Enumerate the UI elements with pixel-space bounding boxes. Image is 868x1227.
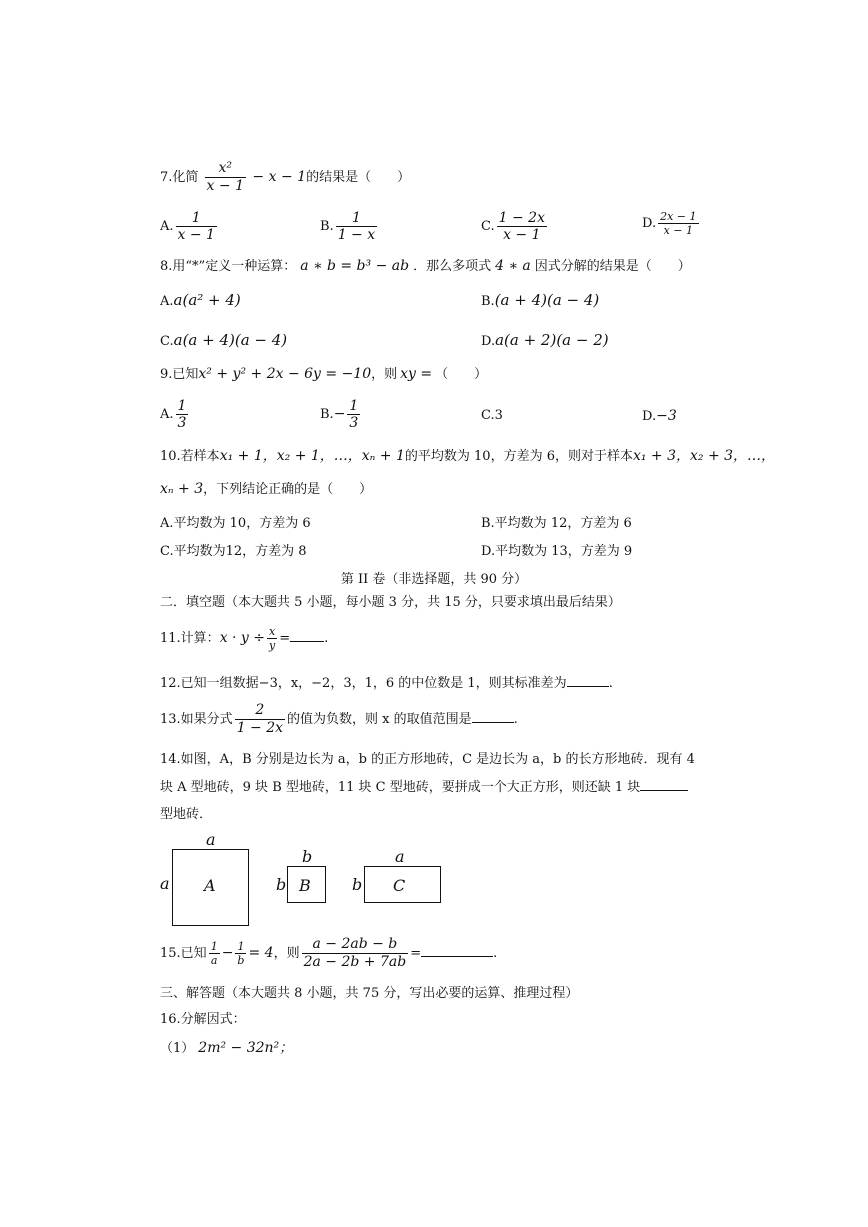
q10-option-d: D.平均数为 13，方差为 9 — [481, 544, 633, 559]
q8-option-a: A.a(a² + 4) — [160, 291, 241, 309]
question-9: 9.已知x² + y² + 2x − 6y = −10，则 xy = （ ） — [160, 366, 488, 382]
q9-option-b: B.− $\frac{1}{3}$ — [320, 398, 359, 431]
tile-a-top-label: a — [206, 830, 216, 849]
question-12: 12.已知一组数据−3，x，−2，3，1，6 的中位数是 1，则其标准差为 . — [160, 676, 613, 691]
q7-option-d: D. $\frac{2x - 1}{x - 1}$ — [642, 210, 697, 237]
q10-option-a: A.平均数为 10，方差为 6 — [160, 516, 311, 531]
tile-a-side-label: a — [160, 874, 170, 893]
q7-suffix: 的结果是（ ） — [306, 169, 411, 185]
question-16-title: 16.分解因式： — [160, 1012, 246, 1027]
question-14-line-3: 型地砖． — [160, 807, 213, 822]
q15-answer-blank — [421, 956, 493, 957]
q7-fraction: $\frac{\text{x²}}{x - 1}$ — [206, 160, 244, 194]
question-8: 8.用“*”定义一种运算： a ∗ b = b³ − ab ．那么多项式 4 ∗ a 因式分解的结果是（ ） — [160, 258, 691, 274]
q10-option-c: C.平均数为12，方差为 8 — [160, 544, 307, 559]
q12-answer-blank — [567, 686, 609, 687]
question-15: 15.已知 $\frac{1}{a}$ − $\frac{1}{b}$ = 4，则 $\frac{a - 2ab - b}{2a - 2b + 7ab}$ = . — [160, 936, 498, 970]
q8-option-c: C.a(a + 4)(a − 4) — [160, 331, 288, 349]
question-14-line-2: 块 A 型地砖，9 块 B 型地砖，11 块 C 型地砖，要拼成一个大正方形，则还缺 1 块 — [160, 780, 688, 796]
question-11: 11.计算：x · y ÷ $\frac{x}{y}$ = . — [160, 625, 329, 653]
q9-option-d: D.−3 — [642, 408, 677, 424]
q7-option-b: B. $\frac{1}{1 - x}$ — [320, 210, 376, 243]
question-16-part-1: （1） 2m² − 32n²； — [160, 1040, 294, 1056]
q10-option-b: B.平均数为 12，方差为 6 — [481, 516, 632, 531]
part-2-heading: 二．填空题（本大题共 5 小题，每小题 3 分，共 15 分，只要求填出最后结果） — [160, 595, 621, 610]
q14-answer-blank — [640, 790, 688, 791]
tile-c-side-label: b — [352, 875, 363, 894]
q9-option-a: A. $\frac{1}{3}$ — [160, 398, 187, 431]
q8-option-d: D.a(a + 2)(a − 2) — [481, 331, 609, 349]
tile-b-label: B — [299, 876, 311, 895]
tile-a-label: A — [204, 876, 216, 895]
question-13: 13.如果分式 $\frac{2}{1 - 2x}$ 的值为负数，则 x 的取值范围是 . — [160, 702, 518, 736]
section-2-title: 第 II 卷（非选择题，共 90 分） — [340, 572, 528, 587]
q7-option-a: A. $\frac{1}{x - 1}$ — [160, 210, 215, 243]
question-14-line-1: 14.如图，A，B 分别是边长为 a，b 的正方形地砖，C 是边长为 a，b 的长方形地砖．现有 4 — [160, 752, 695, 767]
question-7 — [160, 160, 410, 195]
part-3-heading: 三、解答题（本大题共 8 小题，共 75 分，写出必要的运算、推理过程） — [160, 986, 579, 1001]
q11-answer-blank — [290, 641, 324, 642]
q7-prefix: 7.化简 — [160, 169, 199, 185]
tile-c-label: C — [393, 876, 406, 895]
q7-tail: − x − 1 — [247, 168, 307, 185]
question-10-line-2: xₙ + 3，下列结论正确的是（ ） — [160, 481, 373, 497]
q8-option-b: B.(a + 4)(a − 4) — [481, 291, 600, 309]
tile-b-top-label: b — [302, 847, 313, 866]
q13-answer-blank — [472, 722, 514, 723]
q9-option-c: C.3 — [481, 408, 503, 423]
q7-option-c: C. $\frac{1 - 2x}{x - 1}$ — [481, 210, 545, 243]
question-10-line-1: 10.若样本x₁ + 1，x₂ + 1，…，xₙ + 1的平均数为 10，方差为 6，则对于样本x₁ + 3，x₂ + 3，…， — [160, 448, 776, 464]
tile-c-top-label: a — [395, 847, 405, 866]
tile-b-side-label: b — [276, 875, 287, 894]
